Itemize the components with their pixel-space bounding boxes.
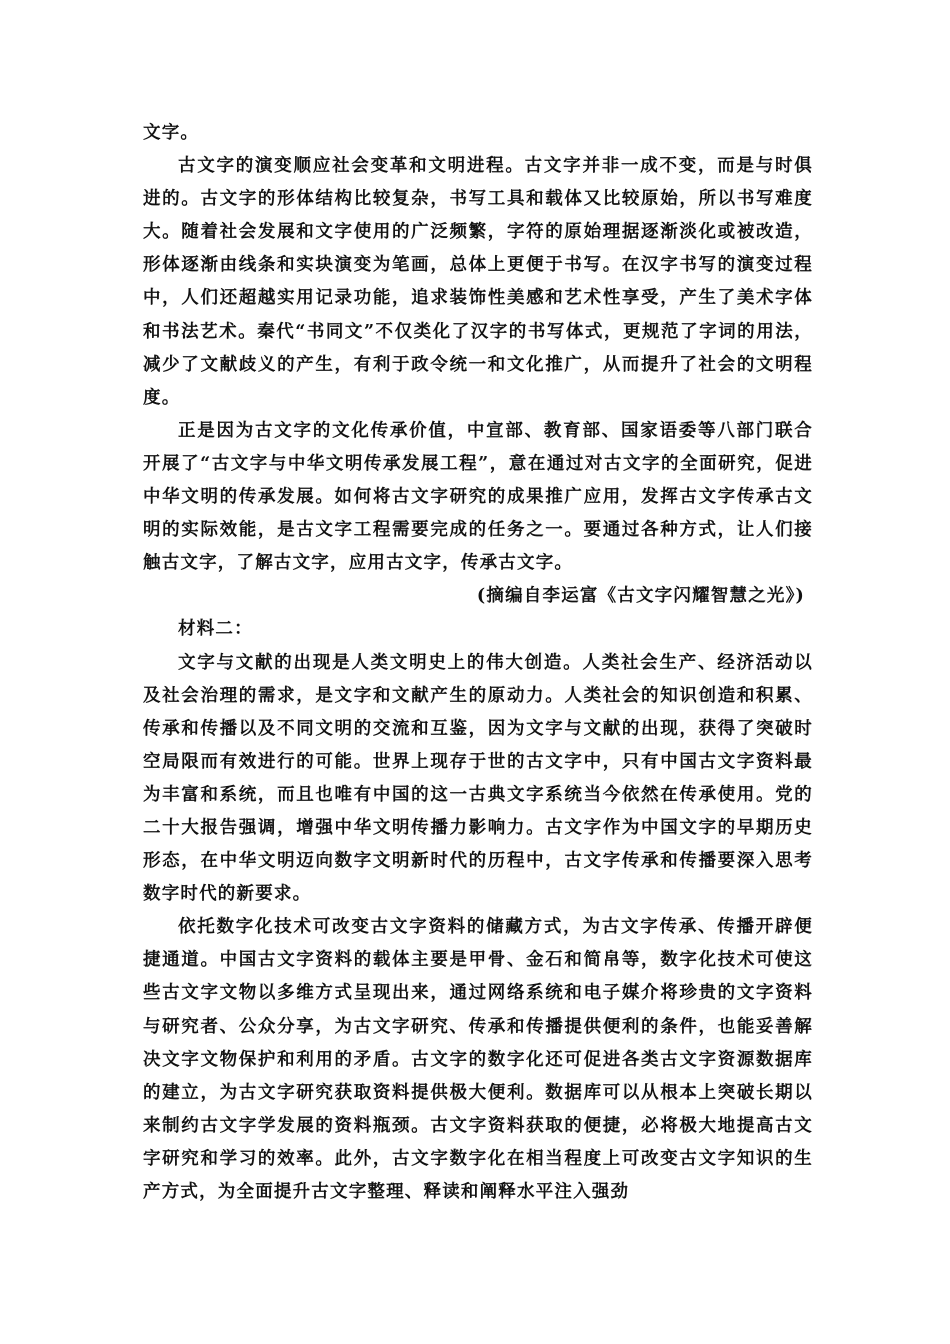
source-citation: (摘编自李运富《古文字闪耀智慧之光》): [476, 586, 805, 607]
paragraph-civilization: 文字与文献的出现是人类文明史上的伟大创造。人类社会生产、经济活动以及社会治理的需求，是文字和文献产生的原动力。人类社会的知识创造和积累、传承和传播以及不同文明的交流和互鉴，因为文字与文献的出现，获得了突破时空局限而有效进行的可能。世界上现存于世的古文字中，只有中国古文字资料最为丰富和系统，而且也唯有中国的这一古典文字系统当今依然在传承使用。党的二十大报告强调，增强中华文明传播力影响力。古文字作为中国文字的早期历史形态，在中华文明迈向数字文明新时代的历程中，古文字传承和传播要深入思考数字时代的新要求。: [143, 652, 813, 905]
paragraph-project: 正是因为古文字的文化传承价值，中宣部、教育部、国家语委等八部门联合开展了“古文字与中华文明传承发展工程”，意在通过对古文字的全面研究，促进中华文明的传承发展。如何将古文字研究的成果推广应用，发挥古文字传承古文明的实际效能，是古文字工程需要完成的任务之一。要通过各种方式，让人们接触古文字，了解古文字，应用古文字，传承古文字。: [143, 420, 813, 574]
paragraph-continuation: 文字。: [143, 123, 200, 143]
material-two-heading: 材料二：: [178, 619, 253, 640]
document-page: [143, 117, 813, 1209]
paragraph-evolution: 古文字的演变顺应社会变革和文明进程。古文字并非一成不变，而是与时俱进的。古文字的形体结构比较复杂，书写工具和载体又比较原始，所以书写难度大。随着社会发展和文字使用的广泛频繁，字符的原始理据逐渐淡化或被改造，形体逐渐由线条和实块演变为笔画，总体上更便于书写。在汉字书写的演变过程中，人们还超越实用记录功能，追求装饰性美感和艺术性享受，产生了美术字体和书法艺术。秦代“书同文”不仅类化了汉字的书写体式，更规范了字词的用法，减少了文献歧义的产生，有利于政令统一和文化推广，从而提升了社会的文明程度。: [143, 156, 813, 408]
paragraph-digitization: 依托数字化技术可改变古文字资料的储藏方式，为古文字传承、传播开辟便捷通道。中国古文字资料的载体主要是甲骨、金石和简帛等，数字化技术可使这些古文字文物以多维方式呈现出来，通过网络系统和电子媒介将珍贵的文字资料与研究者、公众分享，为古文字研究、传承和传播提供便利的条件，也能妥善解决文字文物保护和利用的矛盾。古文字的数字化还可促进各类古文字资源数据库的建立，为古文字研究获取资料提供极大便利。数据库可以从根本上突破长期以来制约古文字学发展的资料瓶颈。古文字资料获取的便捷，必将极大地提高古文字研究和学习的效率。此外，古文字数字化在相当程度上可改变古文字知识的生产方式，为全面提升古文字整理、释读和阐释水平注入强劲: [143, 917, 813, 1202]
